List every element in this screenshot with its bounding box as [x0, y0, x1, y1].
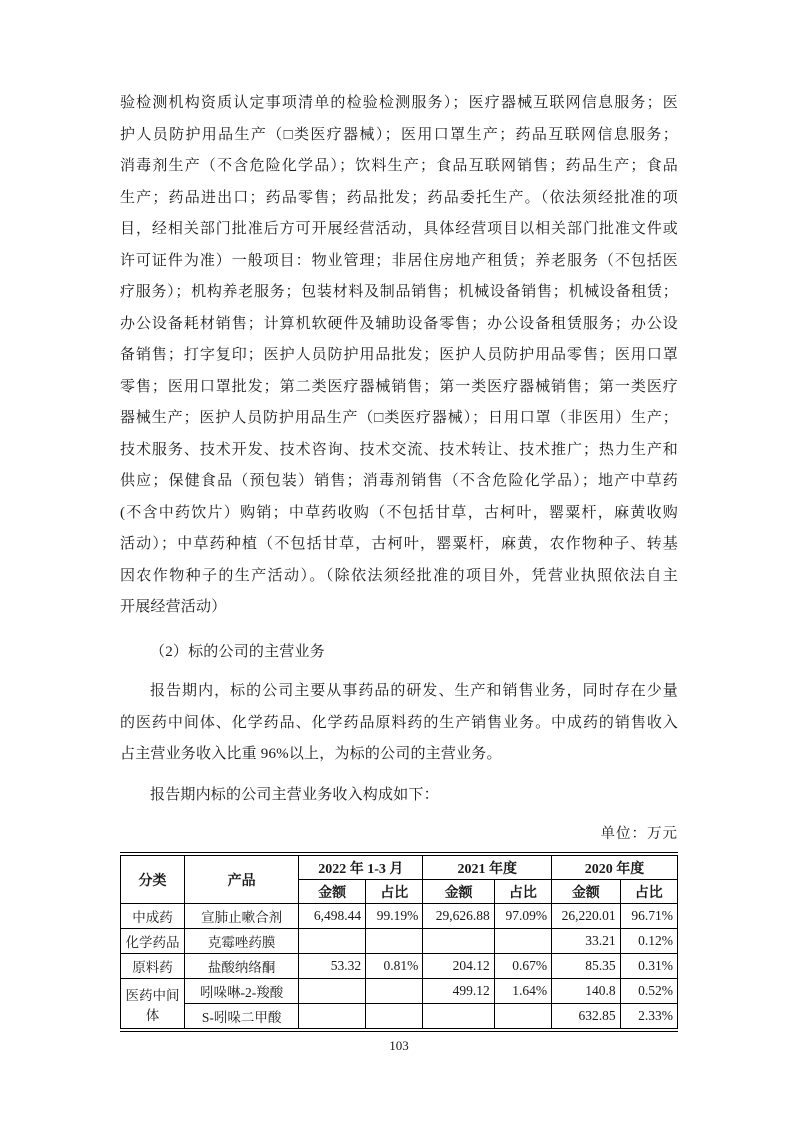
body-text-line: 验检测机构资质认定事项清单的检验检测服务）；医疗器械互联网信息服务；医: [120, 95, 678, 111]
business-scope-paragraph: [120, 88, 678, 624]
cell-amount: [423, 929, 494, 954]
cell-ratio: [366, 929, 423, 954]
cell-amount: 33.21: [552, 929, 621, 954]
cell-ratio: 0.31%: [620, 954, 677, 979]
cell-product: 盐酸纳络酮: [185, 954, 299, 979]
cell-amount: [423, 1004, 494, 1031]
cell-amount: 632.85: [552, 1004, 621, 1031]
cell-ratio: 96.71%: [620, 904, 677, 929]
body-text-line: 技术服务、技术开发、技术咨询、技术交流、技术转让、技术推广；热力生产和: [120, 441, 678, 458]
cell-ratio: 0.52%: [620, 979, 677, 1004]
body-text-line: 开展经营活动）: [120, 599, 227, 615]
page-number: 103: [389, 1038, 409, 1053]
body-text-line: 占主营业务收入比重 96%以上，为标的公司的主营业务。: [120, 746, 502, 762]
body-text-line: 生产；药品进出口；药品零售；药品批发；药品委托生产。（依法须经批准的项: [120, 189, 678, 206]
cell-amount: [299, 979, 366, 1004]
table-intro-paragraph: [120, 780, 678, 812]
table-row: [121, 929, 678, 954]
cell-ratio: 99.19%: [366, 904, 423, 929]
body-text-line: 许可证件为准）一般项目：物业管理；非居住房地产租赁；养老服务（不包括医: [120, 252, 678, 269]
section-heading: （2）标的公司的主营业务: [150, 643, 325, 660]
header-period-2021: 2021 年度: [423, 854, 552, 880]
cell-ratio: [366, 1004, 423, 1031]
cell-amount: 26,220.01: [552, 904, 621, 929]
cell-category: 医药中间体: [121, 979, 185, 1031]
header-category: 分类: [121, 854, 185, 904]
cell-ratio: 2.33%: [620, 1004, 677, 1031]
cell-category: 化学药品: [121, 929, 185, 954]
cell-ratio: [494, 929, 551, 954]
header-amount: 金额: [552, 880, 621, 904]
table-header-row: [121, 854, 678, 880]
cell-amount: 499.12: [423, 979, 494, 1004]
cell-amount: [299, 929, 366, 954]
revenue-table: [120, 852, 678, 1032]
body-text-line: 报告期内标的公司主营业务收入构成如下：: [150, 786, 439, 803]
body-text-line: 消毒剂生产（不含危险化学品）；饮料生产；食品互联网销售；药品生产；食品: [120, 158, 678, 174]
main-business-paragraph: [120, 676, 678, 771]
body-text-line: 的医药中间体、化学药品、化学药品原料药的生产销售业务。中成药的销售收入: [120, 714, 678, 731]
header-period-2020: 2020 年度: [552, 854, 678, 880]
cell-amount: [299, 1004, 366, 1031]
cell-product: S-吲哚二甲酸: [185, 1004, 299, 1031]
table-row: [121, 979, 678, 1004]
cell-category: 中成药: [121, 904, 185, 929]
header-period-2022: 2022 年 1-3 月: [299, 854, 423, 880]
table-row: [121, 954, 678, 979]
body-text-line: 护人员防护用品生产（□类医疗器械）；医用口罩生产；药品互联网信息服务；: [120, 126, 678, 143]
cell-amount: 53.32: [299, 954, 366, 979]
header-ratio: 占比: [366, 880, 423, 904]
cell-product: 克霉唑药膜: [185, 929, 299, 954]
cell-ratio: [494, 1004, 551, 1031]
cell-ratio: 1.64%: [494, 979, 551, 1004]
header-amount: 金额: [423, 880, 494, 904]
body-text-line: 供应；保健食品（预包装）销售；消毒剂销售（不含危险化学品）；地产中草药: [120, 473, 678, 489]
header-product: 产品: [185, 854, 299, 904]
body-text-line: 零售；医用口罩批发；第二类医疗器械销售；第一类医疗器械销售；第一类医疗: [120, 378, 678, 395]
unit-label: 单位：万元: [600, 826, 678, 842]
cell-ratio: 97.09%: [494, 904, 551, 929]
body-text-line: (不含中药饮片）购销；中草药收购（不包括甘草，古柯叶，罂粟杆，麻黄收购: [120, 504, 678, 521]
body-text-line: 办公设备耗材销售；计算机软硬件及辅助设备零售；办公设备租赁服务；办公设: [120, 315, 678, 332]
body-text-line: 活动）；中草药种植（不包括甘草，古柯叶，罂粟杆，麻黄，农作物种子、转基: [120, 536, 678, 552]
cell-ratio: 0.12%: [620, 929, 677, 954]
cell-ratio: [366, 979, 423, 1004]
cell-amount: 204.12: [423, 954, 494, 979]
body-text-line: 器械生产；医护人员防护用品生产（□类医疗器械）；日用口罩（非医用）生产；: [120, 410, 678, 426]
cell-product: 吲哚啉-2-羧酸: [185, 979, 299, 1004]
body-text-line: 目，经相关部门批准后方可开展经营活动，具体经营项目以相关部门批准文件或: [120, 221, 678, 237]
cell-amount: 140.8: [552, 979, 621, 1004]
table-row: [121, 1004, 678, 1031]
header-ratio: 占比: [620, 880, 677, 904]
table-row: [121, 904, 678, 929]
header-amount: 金额: [299, 880, 366, 904]
body-text-line: 报告期内，标的公司主要从事药品的研发、生产和销售业务，同时存在少量: [150, 683, 678, 699]
cell-product: 宣肺止嗽合剂: [185, 904, 299, 929]
cell-ratio: 0.81%: [366, 954, 423, 979]
cell-amount: 85.35: [552, 954, 621, 979]
body-text-line: 备销售；打字复印；医护人员防护用品批发；医护人员防护用品零售；医用口罩: [120, 347, 678, 363]
body-text-line: 疗服务）；机构养老服务；包装材料及制品销售；机械设备销售；机械设备租赁；: [120, 284, 678, 300]
header-ratio: 占比: [494, 880, 551, 904]
cell-category: 原料药: [121, 954, 185, 979]
cell-amount: 29,626.88: [423, 904, 494, 929]
cell-ratio: 0.67%: [494, 954, 551, 979]
body-text-line: 因农作物种子的生产活动）。（除依法须经批准的项目外，凭营业执照依法自主: [120, 567, 678, 584]
cell-amount: 6,498.44: [299, 904, 366, 929]
page-content: [120, 88, 678, 1054]
